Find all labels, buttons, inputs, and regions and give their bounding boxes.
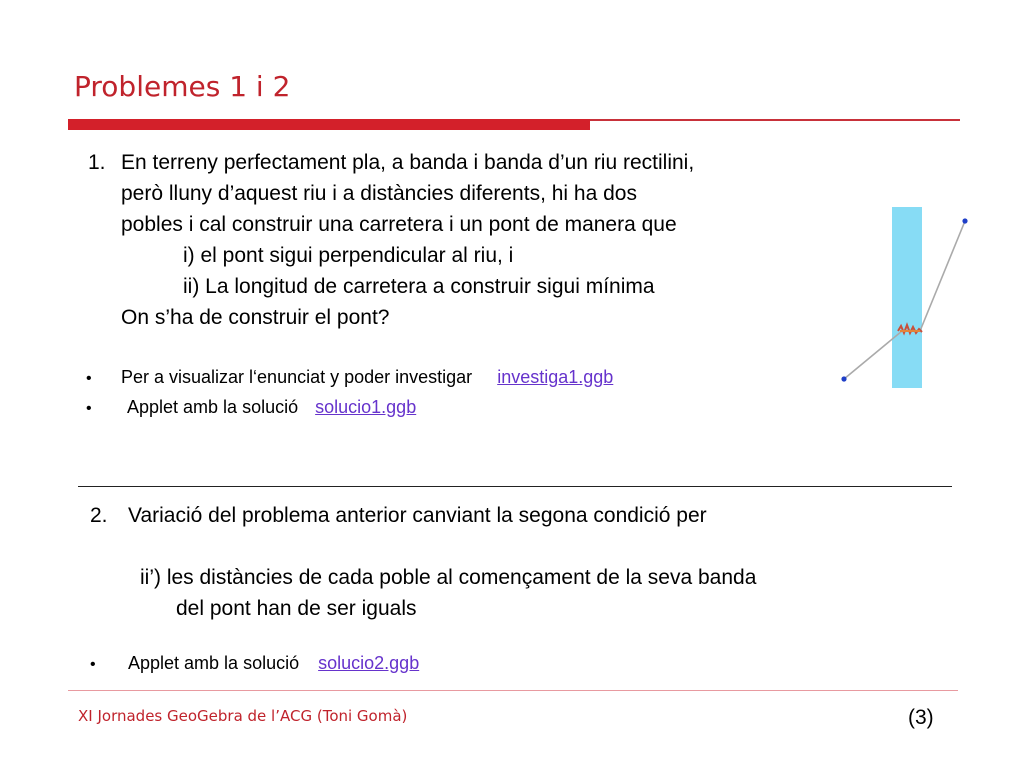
link-solucio2[interactable]: solucio2.ggb [318, 653, 420, 673]
problem1-line-2: però lluny d’aquest riu i a distàncies diferents, hi ha dos [121, 182, 637, 205]
page-number: (3) [908, 706, 934, 729]
problem1-line-3: pobles i cal construir una carretera i un pont de manera que [121, 213, 677, 236]
river-bridge-illustration [836, 200, 976, 400]
problem1-question: On s’ha de construir el pont? [121, 306, 390, 329]
problem1-condition-2: ii) La longitud de carretera a construir sigui mínima [183, 275, 655, 298]
problem2-intro: Variació del problema anterior canviant la segona condició per [128, 504, 707, 527]
problem2-condition-line-1: ii’) les distàncies de cada poble al començament de la seva banda [140, 566, 757, 589]
link-solucio1[interactable]: solucio1.ggb [315, 397, 417, 417]
footer-text: XI Jornades GeoGebra de l’ACG (Toni Gomà) [78, 707, 408, 725]
problem2-condition-line-2: del pont han de ser iguals [176, 597, 417, 620]
village-a-point [841, 376, 846, 381]
problem1-number: 1. [88, 151, 106, 174]
bullet-1-label: Per a visualizar l‘enunciat y poder investigar [121, 367, 473, 387]
link-investiga1[interactable]: investiga1.ggb [497, 367, 614, 387]
bullet-1-text [121, 367, 613, 388]
problem1-condition-1: i) el pont sigui perpendicular al riu, i [183, 244, 514, 267]
problem1-line-1: En terreny perfectament pla, a banda i banda d’un riu rectilini, [121, 151, 695, 174]
section-divider [78, 486, 952, 487]
title-underline-thick [68, 119, 590, 130]
bullet-3: • [90, 656, 96, 673]
title-underline-thin [590, 119, 960, 121]
bullet-1: • [86, 370, 92, 387]
bullet-3-label: Applet amb la solució [128, 653, 300, 673]
bullet-3-text [128, 653, 419, 674]
river-icon [892, 207, 922, 388]
page-title: Problemes 1 i 2 [74, 70, 291, 103]
bullet-2-label: Applet amb la solució [127, 397, 299, 417]
village-b-point [962, 218, 967, 223]
problem2-number: 2. [90, 504, 108, 527]
bullet-2: • [86, 400, 92, 417]
bullet-2-text [127, 397, 416, 418]
footer-rule [68, 690, 958, 691]
road-segment-right [920, 221, 965, 331]
